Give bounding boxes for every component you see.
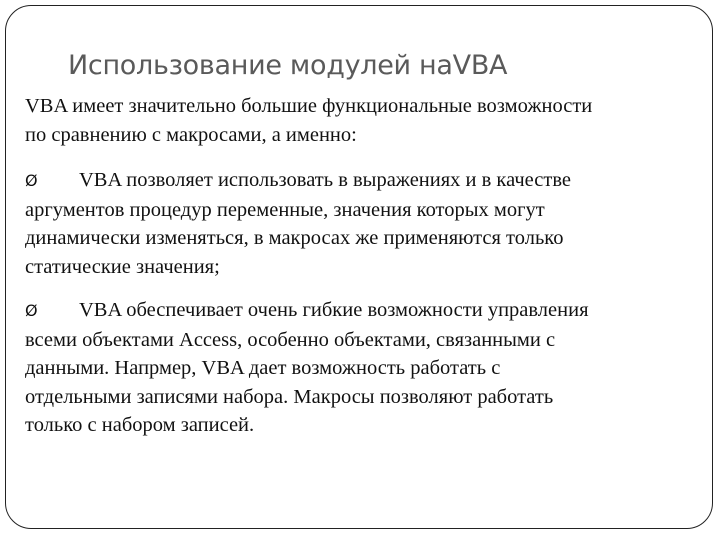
- bullet-item: [25, 296, 589, 440]
- text-line: только с набором записей.: [25, 414, 255, 437]
- slide-title: Использование модулей наVBA: [68, 50, 508, 81]
- text-line: VBA имеет значительно большие функциональные возможности: [25, 95, 593, 117]
- text-line: динамически изменяться, в макросах же применяются только: [25, 227, 564, 250]
- intro-paragraph: [25, 92, 592, 149]
- text-line: аргументов процедур переменные, значения которых могут: [25, 198, 545, 221]
- text-line: всеми объектами Access, особенно объектами, связанными с: [25, 328, 556, 351]
- arrow-bullet-icon: Ø: [25, 301, 38, 320]
- text-line: по сравнению с макросами, а именно:: [25, 123, 357, 146]
- arrow-bullet-icon: Ø: [25, 171, 38, 190]
- text-line: VBA обеспечивает очень гибкие возможности управления: [79, 299, 589, 321]
- text-line: данными. Напрмер, VBA дает возможность работать с: [25, 357, 501, 380]
- text-line: VBA позволяет использовать в выражениях и в качестве: [79, 169, 571, 191]
- bullet-item: [25, 166, 571, 281]
- text-line: отдельными записями набора. Макросы позволяют работать: [25, 385, 554, 408]
- text-line: статические значения;: [25, 255, 220, 278]
